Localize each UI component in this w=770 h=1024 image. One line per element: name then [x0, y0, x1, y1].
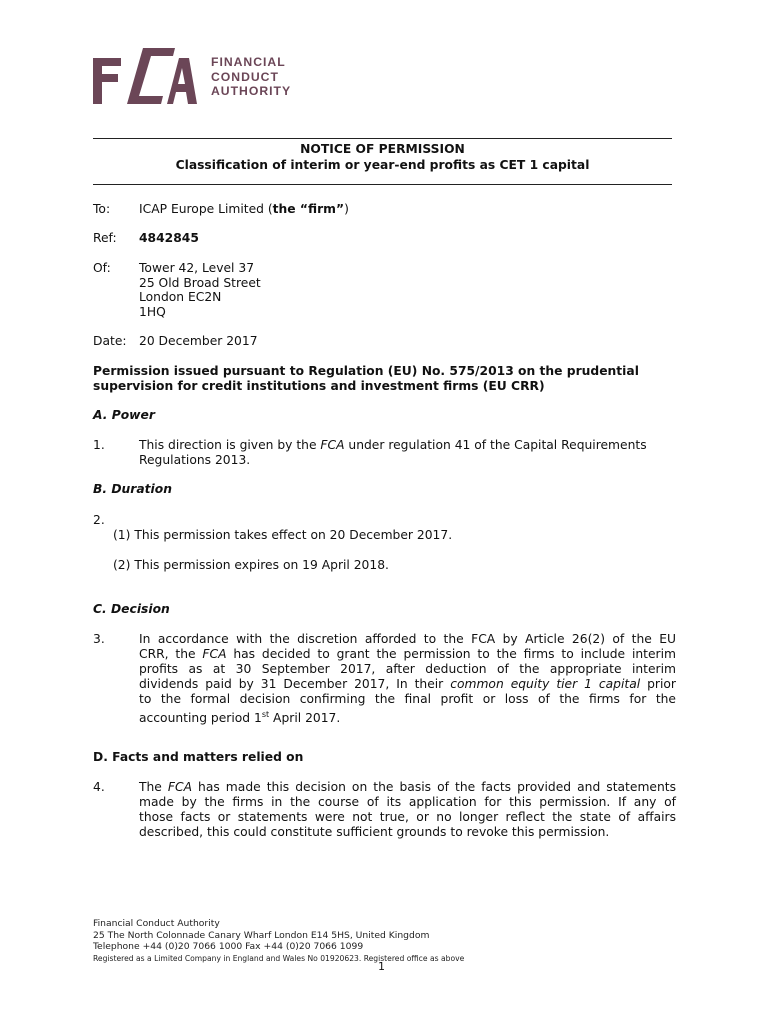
- logo-word-1: FINANCIAL: [211, 55, 286, 69]
- intro-line: Permission issued pursuant to Regulation (EU) No. 575/2013 on the prudential: [93, 364, 639, 378]
- permission-intro: [93, 364, 639, 394]
- header-top-rule: [93, 138, 672, 139]
- to-value: ICAP Europe Limited (the “firm”): [139, 202, 349, 216]
- date-value: 20 December 2017: [139, 334, 258, 348]
- page-number: 1: [378, 960, 385, 973]
- intro-line: supervision for credit institutions and investment firms (EU CRR): [93, 379, 545, 393]
- para-1-text: This direction is given by the FCA under regulation 41 of the Capital Requirements Regulations 2013.: [139, 438, 647, 467]
- address-line: London EC2N: [139, 290, 222, 304]
- of-label: Of:: [93, 261, 111, 275]
- footer-org: Financial Conduct Authority: [93, 918, 220, 929]
- address-line: Tower 42, Level 37: [139, 261, 255, 275]
- para-3-number: 3.: [93, 632, 105, 646]
- to-label: To:: [93, 202, 111, 216]
- notice-subtitle: Classification of interim or year-end profits as CET 1 capital: [175, 158, 590, 172]
- fca-logo-mark: [93, 46, 205, 106]
- footer-registration: Registered as a Limited Company in England and Wales No 01920623. Registered office as above: [93, 953, 465, 963]
- logo-word-3: AUTHORITY: [211, 84, 292, 98]
- logo-word-2: CONDUCT: [211, 69, 279, 84]
- para-2-item-1: (1) This permission takes effect on 20 December 2017.: [113, 528, 453, 542]
- para-2-number: 2.: [93, 513, 105, 527]
- address-block: [139, 261, 261, 319]
- footer: [93, 918, 464, 964]
- para-2-item-2: (2) This permission expires on 19 April 2018.: [113, 558, 389, 572]
- date-label: Date:: [93, 334, 127, 348]
- para-3-text: In accordance with the discretion afforded to the FCA by Article 26(2) of the EU CRR, the FCA has decided to grant the permission to the firms to include interim profits as at 30 September 2017, after deduction of the appropriate interim dividends paid by 31 December 2017, In their common equity tier 1 capital prior to the formal decision confirming the final profit or loss of the firms for the accounting period 1st April 2017.: [139, 632, 676, 726]
- address-line: 25 Old Broad Street: [139, 275, 261, 290]
- para-4-number: 4.: [93, 780, 105, 794]
- para-4-text: The FCA has made this decision on the basis of the facts provided and statements made by the firms in the course of its application for this permission. If any of those facts or statements were not true, or no longer reflect the state of affairs described, this could constitute sufficient grounds to revoke this permission.: [139, 780, 677, 839]
- notice-title: NOTICE OF PERMISSION: [300, 142, 465, 156]
- header-bottom-rule: [93, 184, 672, 185]
- para-1-number: 1.: [93, 438, 105, 452]
- footer-phone: Telephone +44 (0)20 7066 1000 Fax +44 (0)20 7066 1099: [93, 941, 364, 952]
- section-d-heading: D. Facts and matters relied on: [93, 750, 304, 764]
- fca-logo-words: [211, 55, 291, 99]
- section-c-heading: C. Decision: [93, 602, 170, 616]
- footer-address: 25 The North Colonnade Canary Wharf London E14 5HS, United Kingdom: [93, 929, 430, 941]
- ref-value: 4842845: [139, 231, 199, 245]
- ref-label: Ref:: [93, 231, 117, 245]
- section-a-heading: A. Power: [93, 408, 155, 422]
- section-b-heading: B. Duration: [93, 482, 172, 496]
- fca-logo: [93, 46, 303, 106]
- address-line: 1HQ: [139, 304, 166, 319]
